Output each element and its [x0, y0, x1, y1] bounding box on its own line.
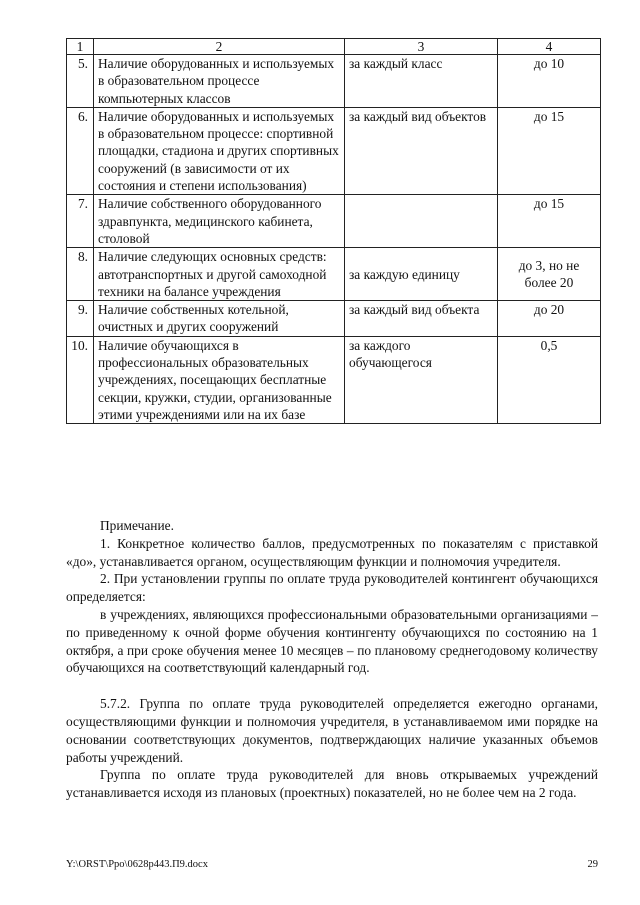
unit-cell: за каждую единицу: [345, 248, 498, 301]
criterion-cell: Наличие следующих основных средств: автотранспортных и другой самоходной техники на балансе учреждения: [94, 248, 345, 301]
unit-cell: за каждый вид объекта: [345, 301, 498, 337]
file-path: Y:\ORST\Ppo\0628p443.П9.docx: [66, 859, 208, 870]
table-header-row: [67, 39, 601, 55]
page-footer: [66, 859, 598, 870]
points-cell: до 10: [498, 55, 601, 108]
unit-cell: за каждый вид объектов: [345, 107, 498, 194]
header-cell: 3: [345, 39, 498, 55]
table-row: [67, 336, 601, 423]
points-cell: до 15: [498, 195, 601, 248]
row-number: 5.: [67, 55, 94, 108]
row-number: 9.: [67, 301, 94, 337]
notes-section: [66, 517, 598, 802]
unit-cell: за каждого обучающегося: [345, 336, 498, 423]
note-paragraph: 1. Конкретное количество баллов, предусмотренных по показателям с приставкой «до», устанавливается органом, осуществляющим функции и полномочия учредителя.: [66, 535, 598, 569]
section-paragraph: 5.7.2. Группа по оплате труда руководителей определяется ежегодно органами, осуществляющими функции и полномочия учредителя, в устанавливаемом ими порядке на основании соответствующих документов, подтверждающих наличие указанных объемов работы учреждений.: [66, 696, 598, 765]
unit-cell: за каждый класс: [345, 55, 498, 108]
criterion-cell: Наличие оборудованных и используемых в образовательном процессе компьютерных классов: [94, 55, 345, 108]
points-cell: до 15: [498, 107, 601, 194]
table-row: [67, 248, 601, 301]
header-cell: 1: [67, 39, 94, 55]
row-number: 10.: [67, 336, 94, 423]
notes-title: Примечание.: [100, 518, 174, 533]
criterion-cell: Наличие оборудованных и используемых в образовательном процессе: спортивной площадки, стадиона и других спортивных сооружений (в зависимости от их состояния и степени использования): [94, 107, 345, 194]
table-row: [67, 301, 601, 337]
header-cell: 4: [498, 39, 601, 55]
unit-cell: [345, 195, 498, 248]
note-paragraph: 2. При установлении группы по оплате труда руководителей контингент обучающихся определяется:: [66, 571, 598, 605]
header-cell: 2: [94, 39, 345, 55]
row-number: 8.: [67, 248, 94, 301]
criterion-cell: Наличие обучающихся в профессиональных образовательных учреждениях, посещающих бесплатные секции, кружки, студии, организованные этими учреждениями или на их базе: [94, 336, 345, 423]
criterion-cell: Наличие собственного оборудованного здравпункта, медицинского кабинета, столовой: [94, 195, 345, 248]
points-cell: до 3, но не более 20: [498, 248, 601, 301]
section-paragraph: Группа по оплате труда руководителей для вновь открываемых учреждений устанавливается исходя из плановых (проектных) показателей, но не более чем на 2 года.: [66, 767, 598, 801]
page-number: 29: [587, 859, 598, 870]
table-row: [67, 55, 601, 108]
row-number: 7.: [67, 195, 94, 248]
points-cell: 0,5: [498, 336, 601, 423]
note-paragraph: в учреждениях, являющихся профессиональными образовательными организациями – по приведенному к очной форме обучения контингенту обучающихся по состоянию на 1 октября, а при сроке обучения менее 10 месяцев – по плановому среднегодовому количеству обучающихся на соответствующий календарный год.: [66, 606, 598, 676]
table-row: [67, 107, 601, 194]
points-cell: до 20: [498, 301, 601, 337]
criteria-table: [66, 38, 601, 424]
table-row: [67, 195, 601, 248]
criterion-cell: Наличие собственных котельной, очистных и других сооружений: [94, 301, 345, 337]
row-number: 6.: [67, 107, 94, 194]
